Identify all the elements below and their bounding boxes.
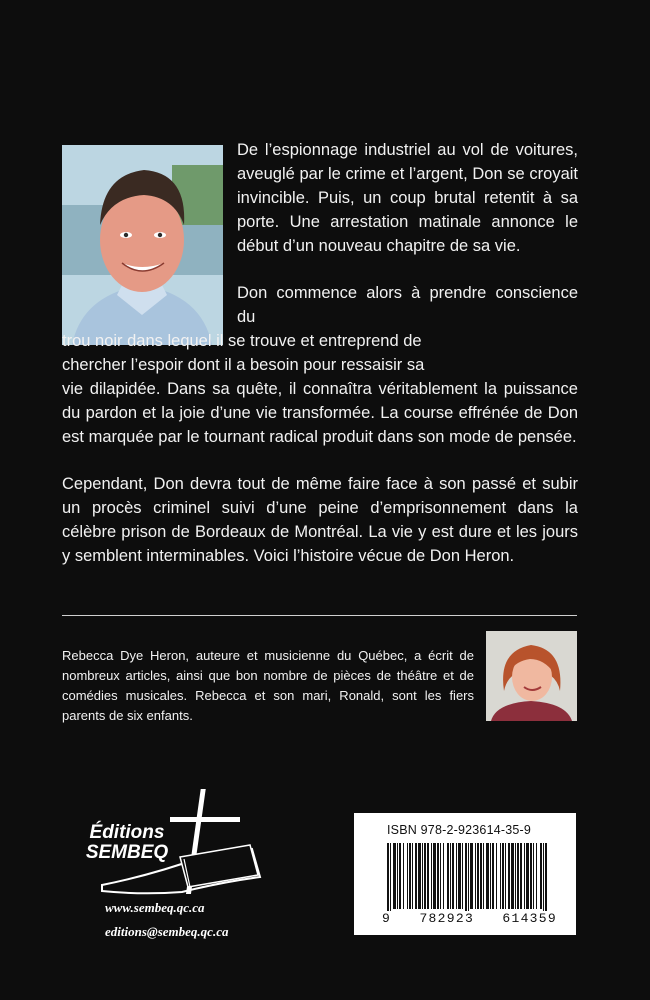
author-bio: Rebecca Dye Heron, auteure et musicienne du Québec, a écrit de nombreux articles, ainsi que bon nombre de pièces de théâtre et de comédies musicales. Rebecca et son mari, Ronald, sont les fiers parents de six enfants.	[62, 648, 474, 723]
publisher-contact	[105, 896, 285, 944]
barcode-bar	[397, 843, 398, 909]
barcode-bar	[533, 843, 534, 909]
barcode-bar	[418, 843, 421, 909]
isbn-digits	[382, 911, 557, 926]
bio-author-photo	[486, 631, 577, 721]
publisher-logo	[62, 787, 262, 897]
barcode-bar	[452, 843, 454, 909]
blurb-paragraph-2-line-2: trou noir dans lequel il se trouve et entreprend de	[62, 332, 422, 350]
barcode-bar	[431, 843, 432, 909]
barcode-bar	[543, 843, 544, 915]
isbn-digit-group-1: 782923	[419, 911, 475, 926]
barcode-bar	[437, 843, 439, 909]
barcode-bar	[540, 843, 542, 909]
barcode-bar	[409, 843, 411, 909]
barcode-bar	[399, 843, 401, 909]
barcode-bar	[407, 843, 408, 909]
barcode-bar	[508, 843, 510, 909]
barcode-bar	[468, 843, 469, 915]
blurb-paragraph-1: De l’espionnage industriel au vol de voitures, aveuglé par le crime et l’argent, Don se croyait invincible. Puis, un coup brutal retentit à sa porte. Une arrestation matinale annonce le début d’un nouveau chapitre de sa vie.	[237, 141, 578, 255]
barcode-bar	[492, 843, 494, 909]
website-link[interactable]: www.sembeq.qc.ca	[105, 900, 205, 915]
barcode-bar	[440, 843, 441, 909]
barcode-bar	[490, 843, 491, 909]
barcode-bar	[477, 843, 479, 909]
isbn-digit-group-2: 614359	[502, 911, 557, 926]
barcode-bar	[450, 843, 451, 909]
publisher-logo-text	[62, 823, 192, 863]
barcode-bar	[526, 843, 529, 909]
barcode-bar	[393, 843, 396, 909]
barcode-bar	[443, 843, 444, 909]
barcode-bar	[502, 843, 504, 909]
barcode-bar	[387, 843, 389, 915]
blurb-paragraph-2	[62, 281, 578, 449]
blurb-paragraph-2-line-1: Don commence alors à prendre conscience du	[237, 284, 578, 326]
email-link[interactable]: editions@sembeq.qc.ca	[105, 924, 229, 939]
section-divider	[62, 615, 577, 616]
barcode-bar	[480, 843, 482, 909]
barcode-bar	[433, 843, 436, 909]
blurb-paragraph-2-rest: vie dilapidée. Dans sa quête, il connaîtra véritablement la puissance du pardon et la joie d’une vie transformée. La course effrénée de Don est marquée par le tournant radical produit dans son mode de pensée.	[62, 380, 578, 446]
barcode-bar	[456, 843, 457, 909]
isbn-label: ISBN 978-2-923614-35-9	[387, 823, 532, 837]
barcode-bar	[545, 843, 547, 915]
barcode-bar	[505, 843, 506, 909]
barcode-bar	[470, 843, 473, 909]
isbn-barcode-box	[354, 813, 576, 935]
barcode-bar	[511, 843, 514, 909]
barcode-bar	[462, 843, 463, 909]
barcode-bar	[447, 843, 449, 909]
barcode-bar	[415, 843, 417, 909]
barcode-bar	[424, 843, 426, 909]
isbn-digit-prefix: 9	[382, 911, 392, 926]
barcode-bar	[475, 843, 476, 909]
barcode-bar	[427, 843, 429, 909]
blurb-paragraph-2-line-3: chercher l’espoir dont il a besoin pour ressaisir sa	[62, 356, 425, 374]
barcode-bar	[412, 843, 413, 909]
blurb-paragraph-3: Cependant, Don devra tout de même faire face à son passé et subir un procès criminel suivi d’une peine d’emprisonnement dans la célèbre prison de Bordeaux de Montréal. La vie y est dure et les jours y semblent interminables. Voici l’histoire vécue de Don Heron.	[62, 475, 578, 565]
barcode	[387, 843, 547, 915]
barcode-bar	[465, 843, 467, 915]
barcode-bar	[486, 843, 489, 909]
barcode-bar	[458, 843, 461, 909]
barcode-bar	[483, 843, 484, 909]
barcode-bar	[517, 843, 519, 909]
back-cover-blurb	[62, 138, 578, 591]
barcode-bar	[524, 843, 525, 909]
barcode-bar	[515, 843, 516, 909]
barcode-bar	[530, 843, 532, 909]
barcode-bar	[520, 843, 522, 909]
logo-line-2: SEMBEQ	[85, 842, 169, 863]
barcode-bar	[390, 843, 391, 915]
logo-line-1: Éditions	[89, 822, 165, 843]
barcode-bar	[496, 843, 497, 909]
barcode-bar	[500, 843, 501, 909]
barcode-bar	[422, 843, 423, 909]
barcode-bar	[403, 843, 404, 909]
barcode-bar	[536, 843, 537, 909]
